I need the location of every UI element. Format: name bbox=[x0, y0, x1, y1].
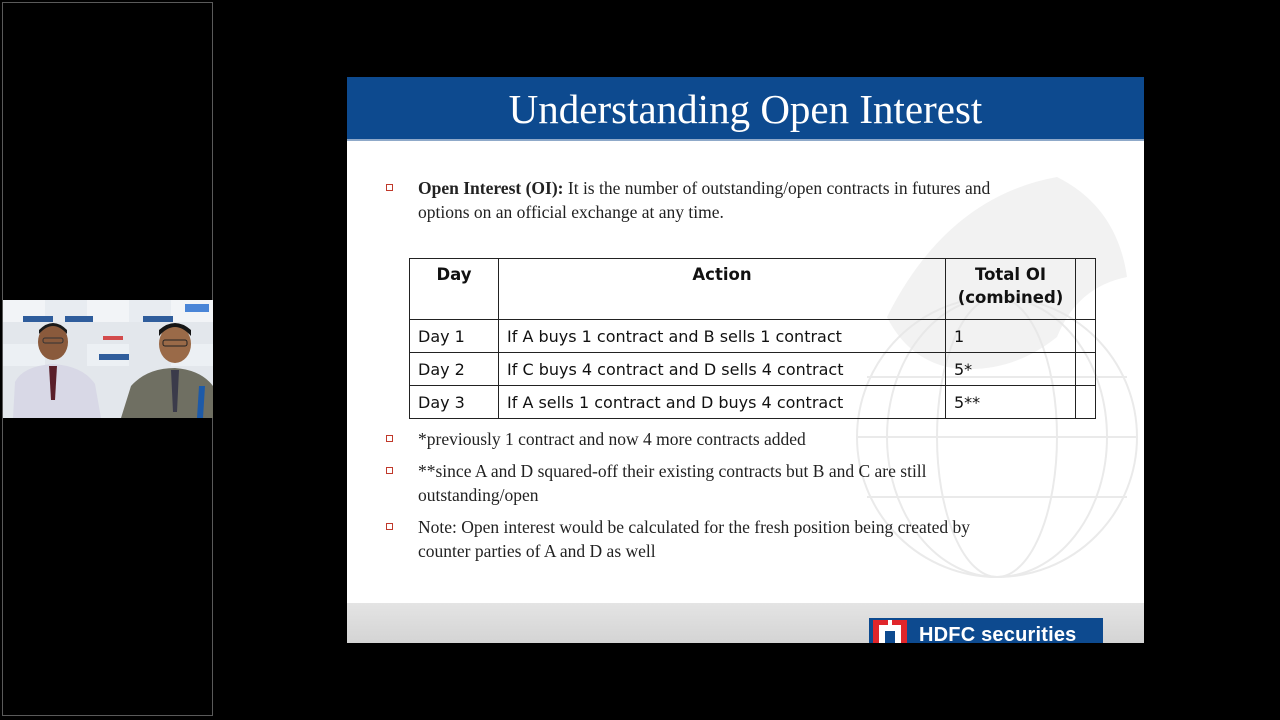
cell-day: Day 2 bbox=[410, 353, 499, 386]
presentation-slide bbox=[347, 77, 1144, 643]
header-action: Action bbox=[499, 259, 946, 320]
open-interest-table bbox=[409, 258, 1096, 419]
table-row bbox=[410, 320, 1096, 353]
cell-empty bbox=[1076, 353, 1096, 386]
cell-action: If A sells 1 contract and D buys 4 contract bbox=[499, 386, 946, 419]
cell-total: 5** bbox=[946, 386, 1076, 419]
cell-total: 5* bbox=[946, 353, 1076, 386]
header-total-oi: Total OI (combined) bbox=[946, 259, 1076, 320]
brand-name: HDFC securities bbox=[919, 624, 1077, 643]
oi-definition-bullet bbox=[389, 176, 1009, 224]
cell-day: Day 1 bbox=[410, 320, 499, 353]
presenter-webcam-video bbox=[3, 300, 213, 418]
square-bullet-icon bbox=[386, 523, 393, 530]
square-bullet-icon bbox=[386, 184, 393, 191]
cell-action: If A buys 1 contract and B sells 1 contract bbox=[499, 320, 946, 353]
cell-empty bbox=[1076, 320, 1096, 353]
cell-empty bbox=[1076, 386, 1096, 419]
note-bullet bbox=[389, 459, 1009, 507]
cell-total: 1 bbox=[946, 320, 1076, 353]
note-text: **since A and D squared-off their existing contracts but B and C are still outstanding/open bbox=[418, 461, 927, 505]
note-bullet bbox=[389, 427, 1009, 451]
slide-title: Understanding Open Interest bbox=[508, 85, 983, 132]
note-text: *previously 1 contract and now 4 more contracts added bbox=[418, 429, 806, 449]
brand-banner bbox=[869, 618, 1103, 643]
table-row bbox=[410, 353, 1096, 386]
square-bullet-icon bbox=[386, 435, 393, 442]
note-bullet bbox=[389, 515, 1009, 563]
slide-header bbox=[347, 77, 1144, 141]
header-day: Day bbox=[410, 259, 499, 320]
square-bullet-icon bbox=[386, 467, 393, 474]
cell-action: If C buys 4 contract and D sells 4 contract bbox=[499, 353, 946, 386]
table-header-row bbox=[410, 259, 1096, 320]
table-row bbox=[410, 386, 1096, 419]
hdfc-logo-icon bbox=[871, 619, 911, 643]
note-text: Note: Open interest would be calculated for the fresh position being created by counter parties of A and D as well bbox=[418, 517, 971, 561]
oi-definition: It is the number of outstanding/open contracts in futures and options on an official exchange at any time. bbox=[418, 178, 991, 222]
cell-day: Day 3 bbox=[410, 386, 499, 419]
header-empty bbox=[1076, 259, 1096, 320]
oi-term: Open Interest (OI): bbox=[418, 178, 564, 198]
